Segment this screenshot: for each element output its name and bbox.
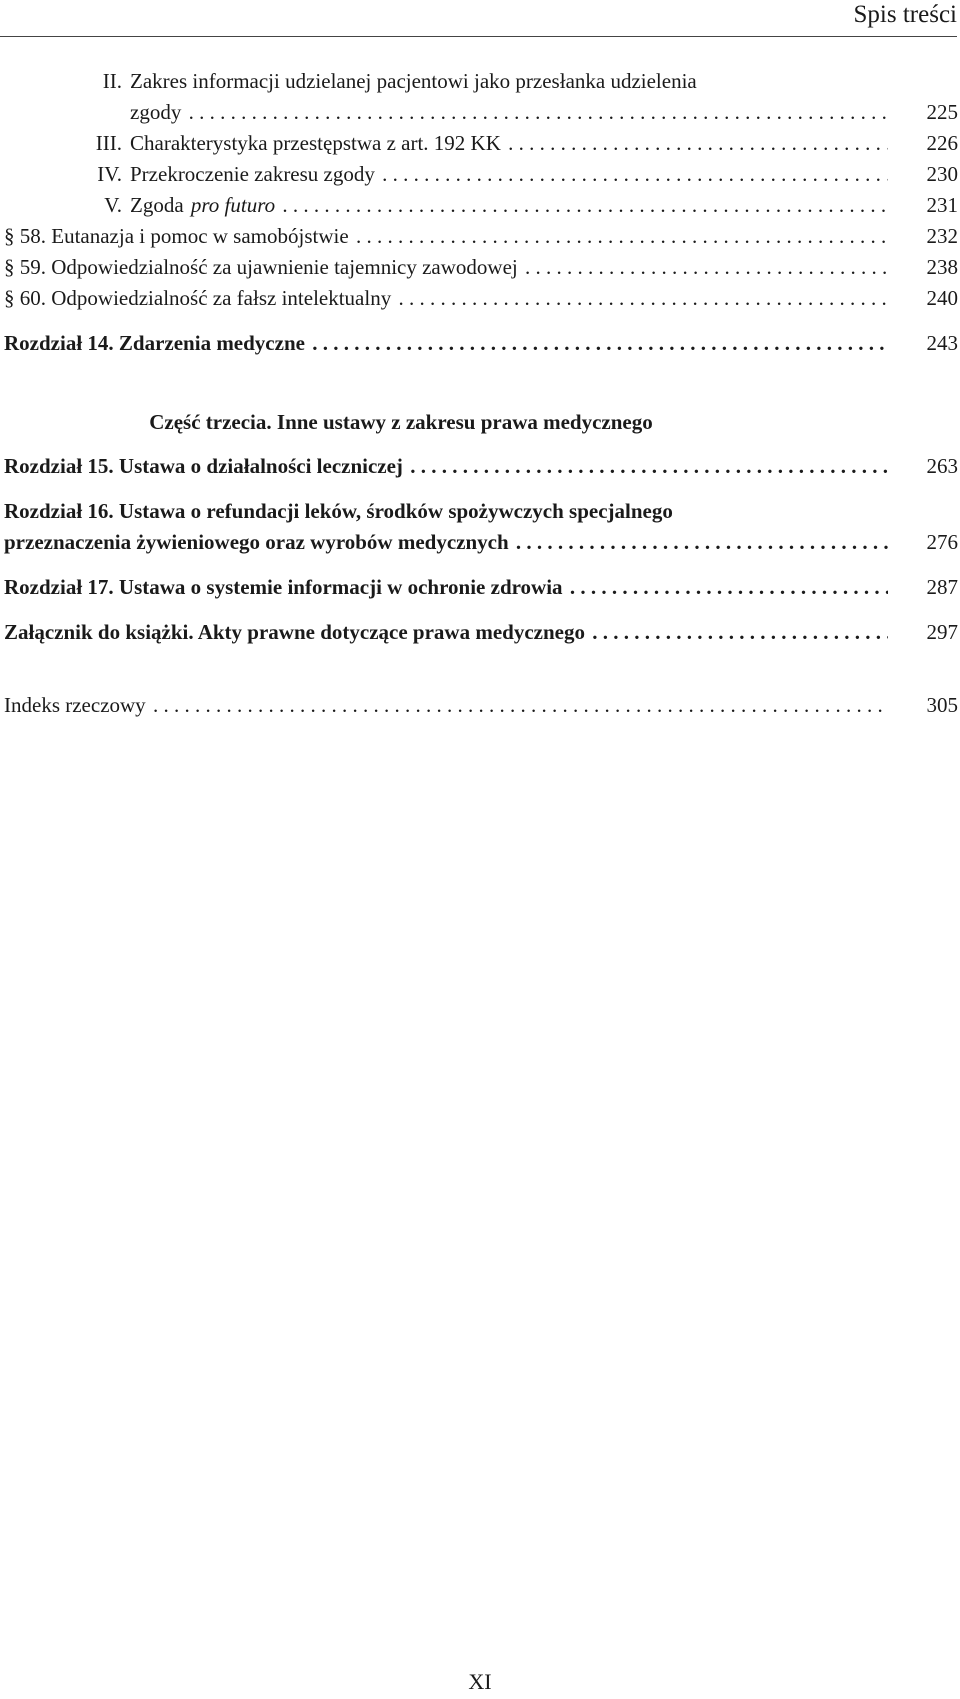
toc-chapter — [4, 572, 958, 603]
toc-section-leader — [4, 221, 888, 252]
part-heading: Część trzecia. Inne ustawy z zakresu prawa medycznego — [149, 410, 653, 434]
toc-section-page: 238 — [926, 255, 958, 279]
toc-entry — [4, 190, 958, 221]
toc-entry-title: Przekroczenie zakresu zgody — [130, 162, 375, 186]
toc-entry-page: 225 — [926, 100, 958, 124]
toc-chapter — [4, 451, 958, 482]
toc-chapter-leader — [4, 527, 888, 558]
toc-section-leader — [4, 252, 888, 283]
toc-section-page: 232 — [926, 224, 958, 248]
toc-entry — [4, 159, 958, 190]
toc-entry — [4, 128, 958, 159]
toc-chapter — [4, 328, 958, 359]
toc-entry-number: V. — [104, 193, 122, 217]
toc-index — [4, 690, 958, 721]
toc-entry-title-line1: Zakres informacji udzielanej pacjentowi jako przesłanka udzielenia — [130, 69, 697, 93]
toc-entry-page: 226 — [926, 131, 958, 155]
toc-chapter-leader — [4, 451, 888, 482]
toc-annex-page: 297 — [926, 620, 958, 644]
toc-chapter-title: Rozdział 14. Zdarzenia medyczne — [4, 331, 305, 355]
toc-entry-title-italic: pro futuro — [190, 193, 276, 217]
toc-entry-page: 231 — [926, 193, 958, 217]
toc-annex-leader — [4, 617, 888, 648]
toc-section-title: § 60. Odpowiedzialność za fałsz intelektualny — [4, 286, 392, 310]
toc-chapter-title: Rozdział 17. Ustawa o systemie informacji w ochronie zdrowia — [4, 575, 563, 599]
toc-chapter-page: 243 — [926, 331, 958, 355]
toc-entry-leader — [130, 97, 888, 128]
toc-section-title: § 58. Eutanazja i pomoc w samobójstwie — [4, 224, 349, 248]
toc-section-leader — [4, 283, 888, 314]
toc-chapter-title: przeznaczenia żywieniowego oraz wyrobów medycznych — [4, 530, 509, 554]
toc-section — [4, 283, 958, 314]
toc-section — [4, 221, 958, 252]
toc-entry-title: Charakterystyka przestępstwa z art. 192 KK — [130, 131, 501, 155]
toc-chapter-title-line1: Rozdział 16. Ustawa o refundacji leków, środków spożywczych specjalnego — [4, 499, 673, 523]
toc-section-page: 240 — [926, 286, 958, 310]
running-head-title: Spis treści — [853, 1, 957, 28]
toc-chapter-leader — [4, 328, 888, 359]
toc-entry — [4, 66, 958, 128]
toc-chapter-page: 276 — [926, 530, 958, 554]
toc-entry-number: IV. — [97, 162, 122, 186]
toc-entry-leader — [130, 128, 888, 159]
toc-chapter — [4, 496, 958, 558]
running-head — [0, 0, 957, 37]
toc-chapter-page: 263 — [926, 454, 958, 478]
toc-entry-title — [130, 193, 277, 217]
table-of-contents — [4, 66, 958, 721]
toc-section — [4, 252, 958, 283]
toc-chapter-title: Rozdział 15. Ustawa o działalności leczniczej — [4, 454, 403, 478]
toc-index-page: 305 — [926, 693, 958, 717]
toc-entry-title-roman: Zgoda — [130, 193, 189, 217]
toc-annex — [4, 617, 958, 648]
toc-entry-leader — [130, 159, 888, 190]
toc-entry-page: 230 — [926, 162, 958, 186]
toc-entry-title: zgody — [130, 100, 182, 124]
toc-index-title: Indeks rzeczowy — [4, 693, 146, 717]
toc-index-leader — [4, 690, 888, 721]
toc-entry-leader — [130, 190, 888, 221]
toc-entry-number: II. — [102, 69, 122, 93]
toc-entry-number: III. — [95, 131, 122, 155]
toc-annex-title: Załącznik do książki. Akty prawne dotyczące prawa medycznego — [4, 620, 585, 644]
toc-chapter-page: 287 — [926, 575, 958, 599]
toc-chapter-leader — [4, 572, 888, 603]
toc-section-title: § 59. Odpowiedzialność za ujawnienie tajemnicy zawodowej — [4, 255, 518, 279]
page-number: XI — [468, 1669, 492, 1694]
